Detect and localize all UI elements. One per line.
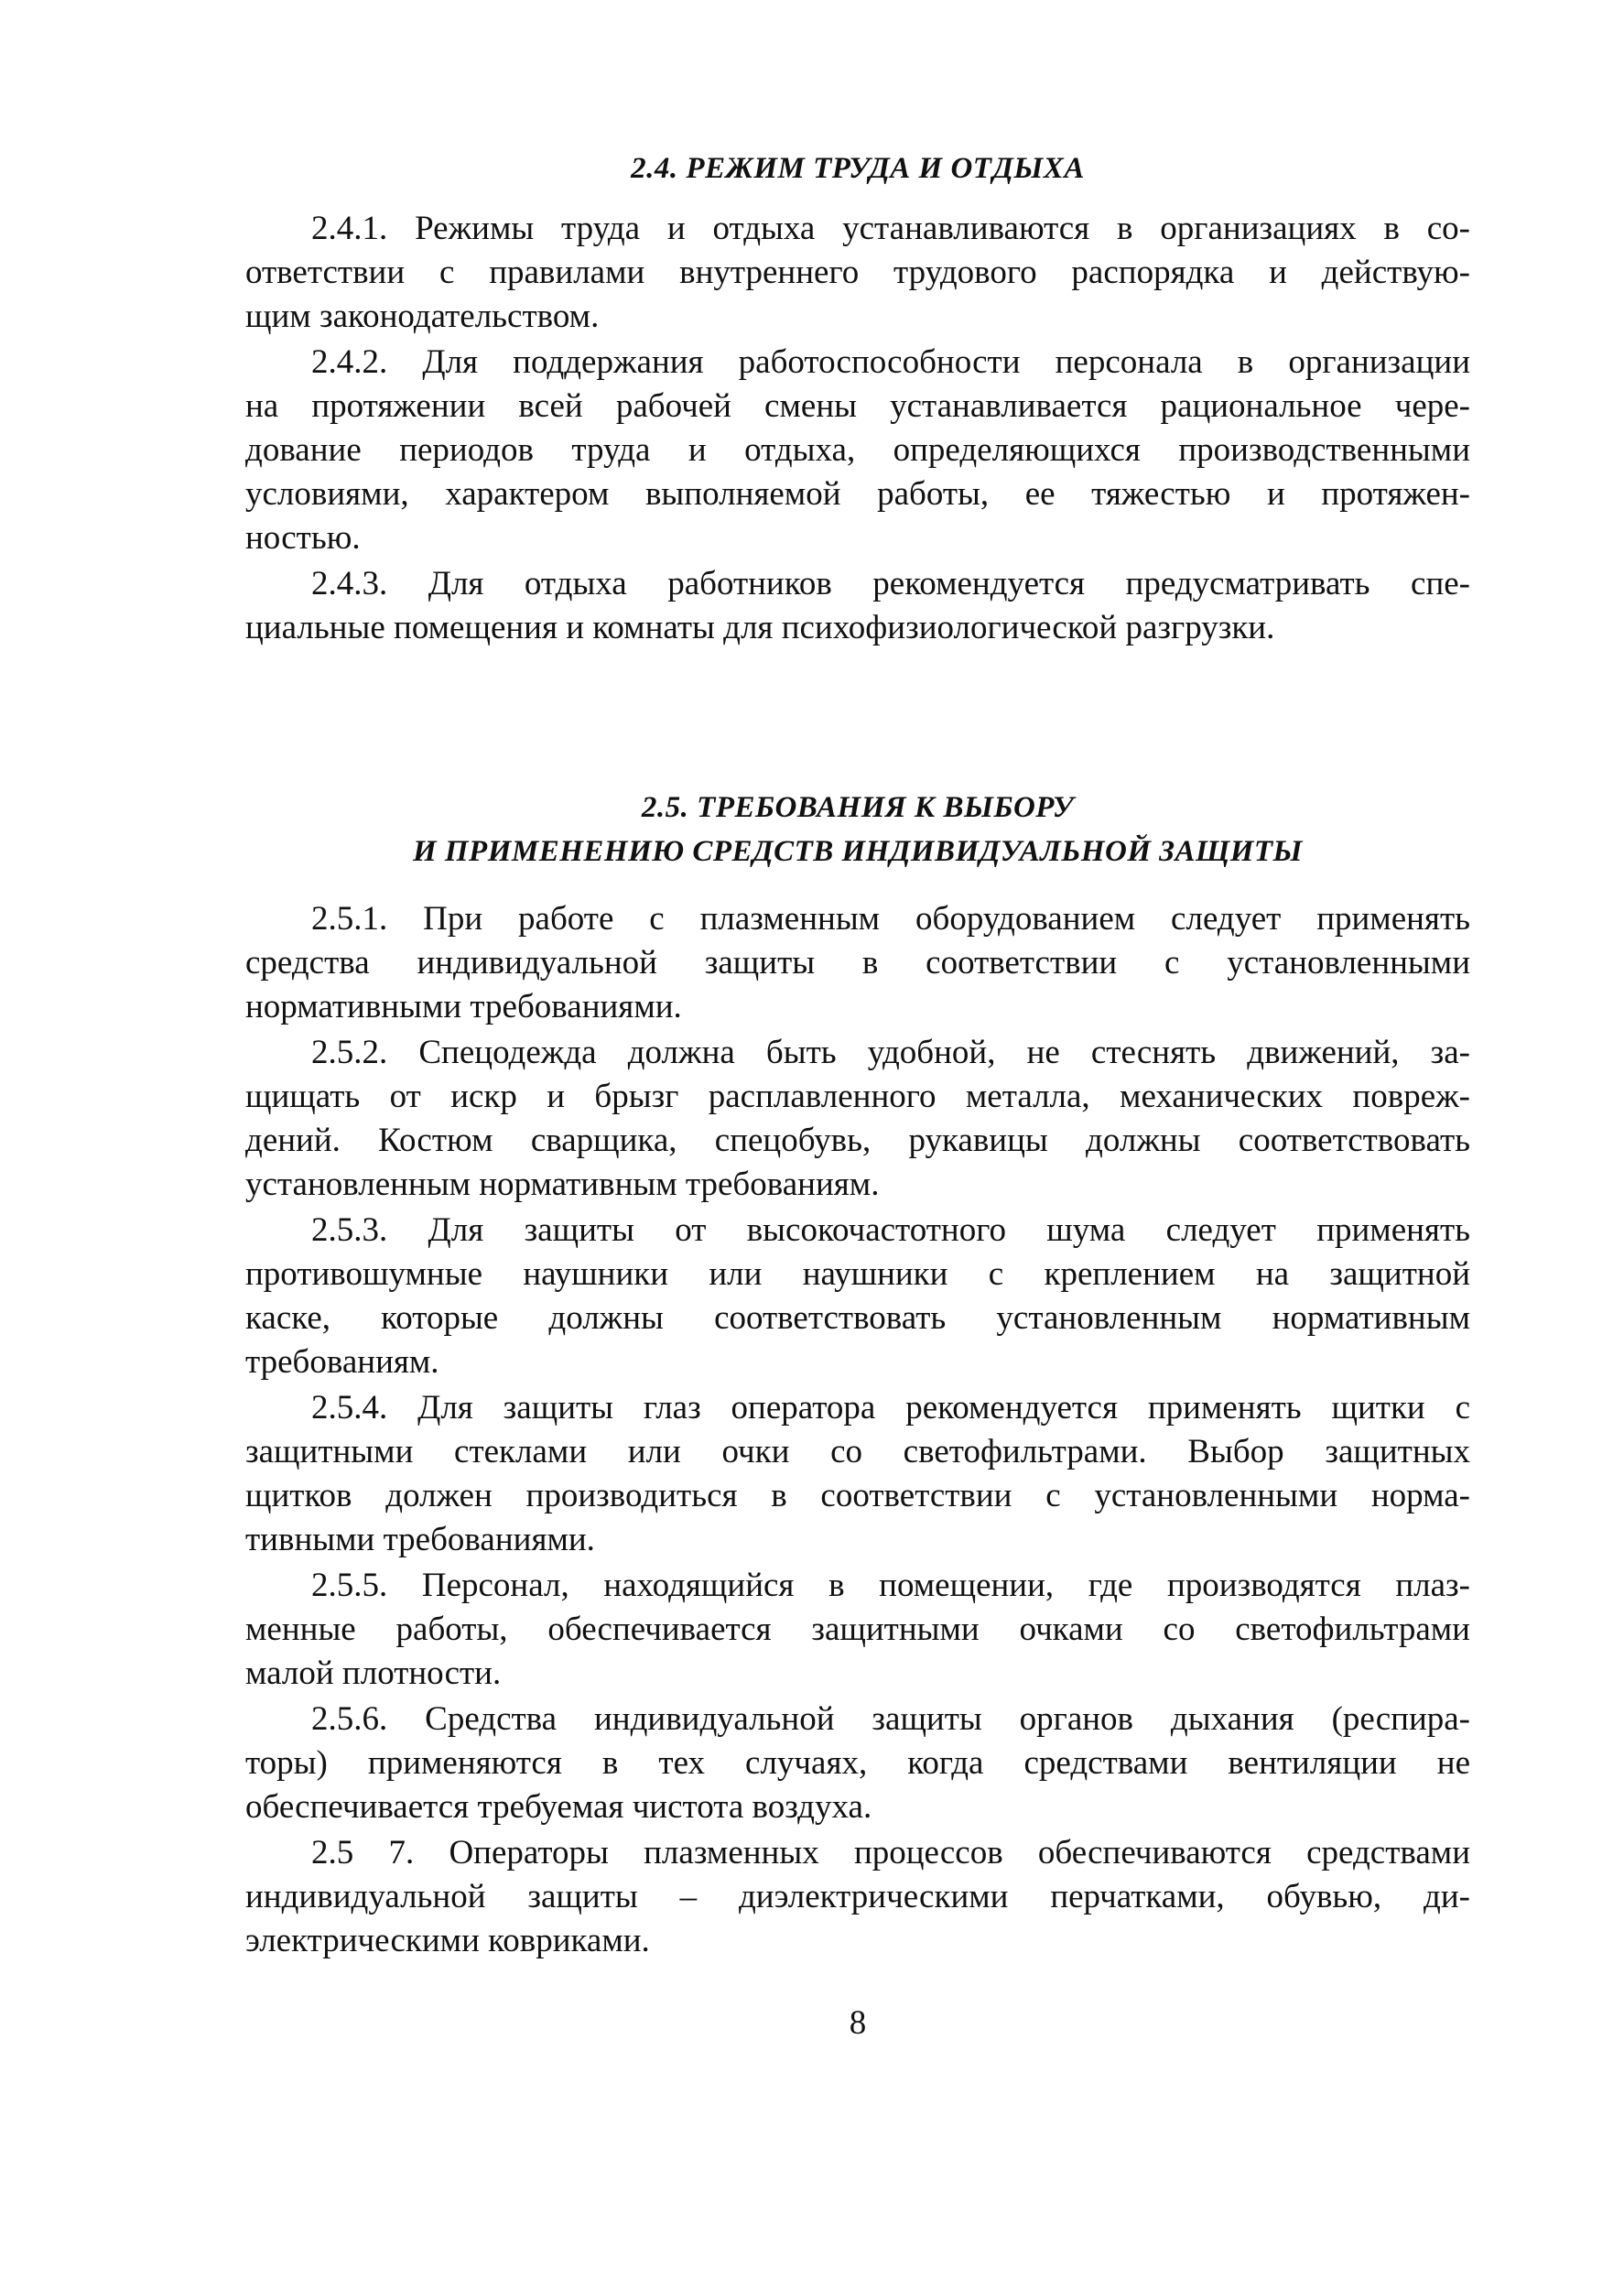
text-line: 2.5 7. Операторы плазменных процессов обеспечиваются средствами [311, 1834, 1470, 1871]
section-heading-2-5-line-2: И ПРИМЕНЕНИЮ СРЕДСТВ ИНДИВИДУАЛЬНОЙ ЗАЩИТЫ [412, 835, 1304, 868]
text-line: обеспечивается требуемая чистота воздуха. [245, 1788, 872, 1826]
text-line: щищать от искр и брызг расплавленного металла, механических повреж- [245, 1078, 1470, 1115]
text-line: условиями, характером выполняемой работы, ее тяжестью и протяжен- [245, 475, 1470, 513]
text-line: менные работы, обеспечивается защитными очками со светофильтрами [245, 1611, 1470, 1648]
section-heading-2-5-line-1: 2.5. ТРЕБОВАНИЯ К ВЫБОРУ [641, 791, 1075, 824]
paragraph-2-4-3 [245, 562, 1470, 650]
paragraph-2-5-5 [245, 1564, 1470, 1696]
text-line: установленным нормативным требованиям. [245, 1166, 880, 1203]
text-line: электрическими ковриками. [245, 1922, 650, 1959]
text-line: нормативными требованиями. [245, 988, 682, 1025]
text-line: торы) применяются в тех случаях, когда средствами вентиляции не [245, 1744, 1470, 1782]
text-line: циальные помещения и комнаты для психофизиологической разгрузки. [245, 609, 1275, 646]
text-line: малой плотности. [245, 1654, 502, 1692]
text-line: щитков должен производиться в соответствии с установленными норма- [245, 1477, 1470, 1514]
paragraph-2-5-1 [245, 897, 1470, 1029]
text-line: защитными стеклами или очки со светофильтрами. Выбор защитных [245, 1433, 1470, 1470]
text-line: дование периодов труда и отдыха, определяющихся производственными [245, 431, 1470, 469]
paragraph-2-4-1 [245, 207, 1470, 339]
paragraph-2-5-2 [245, 1031, 1470, 1207]
text-line: ответствии с правилами внутреннего трудового распорядка и действую- [245, 254, 1470, 291]
text-line: 2.5.3. Для защиты от высокочастотного шума следует применять [311, 1211, 1470, 1249]
text-line: 2.5.1. При работе с плазменным оборудованием следует применять [311, 900, 1470, 938]
page-number: 8 [849, 2004, 867, 2042]
paragraph-2-5-7 [245, 1831, 1470, 1963]
text-line: 2.5.5. Персонал, находящийся в помещении, где производятся плаз- [311, 1567, 1470, 1604]
text-line: 2.4.1. Режимы труда и отдыха устанавливаются в организациях в со- [311, 210, 1470, 247]
text-line: 2.5.4. Для защиты глаз оператора рекомендуется применять щитки с [311, 1389, 1470, 1427]
paragraph-2-5-6 [245, 1698, 1470, 1829]
text-line: средства индивидуальной защиты в соответствии с установленными [245, 944, 1470, 982]
text-line: дений. Костюм сварщика, спецобувь, рукавицы должны соответствовать [245, 1122, 1470, 1159]
text-line: 2.4.2. Для поддержания работоспособности персонала в организации [311, 343, 1470, 381]
section-heading-2-4: 2.4. РЕЖИМ ТРУДА И ОТДЫХА [631, 152, 1085, 185]
text-line: на протяжении всей рабочей смены устанавливается рациональное чере- [245, 387, 1470, 425]
text-line: 2.4.3. Для отдыха работников рекомендуется предусматривать спе- [311, 565, 1470, 602]
paragraph-2-5-4 [245, 1386, 1470, 1562]
text-line: тивными требованиями. [245, 1521, 595, 1558]
text-line: каске, которые должны соответствовать установленным нормативным [245, 1299, 1470, 1337]
text-line: ностью. [245, 519, 361, 557]
text-line: 2.5.6. Средства индивидуальной защиты органов дыхания (респира- [311, 1700, 1470, 1738]
text-line: требованиям. [245, 1343, 439, 1381]
paragraph-2-5-3 [245, 1209, 1470, 1384]
text-line: индивидуальной защиты – диэлектрическими перчатками, обувью, ди- [245, 1878, 1470, 1915]
paragraph-2-4-2 [245, 341, 1470, 560]
section-heading-2-5 [245, 786, 1470, 873]
text-line: щим законодательством. [245, 298, 600, 335]
text-line: противошумные наушники или наушники с креплением на защитной [245, 1255, 1470, 1293]
text-line: 2.5.2. Спецодежда должна быть удобной, не стеснять движений, за- [311, 1034, 1470, 1071]
